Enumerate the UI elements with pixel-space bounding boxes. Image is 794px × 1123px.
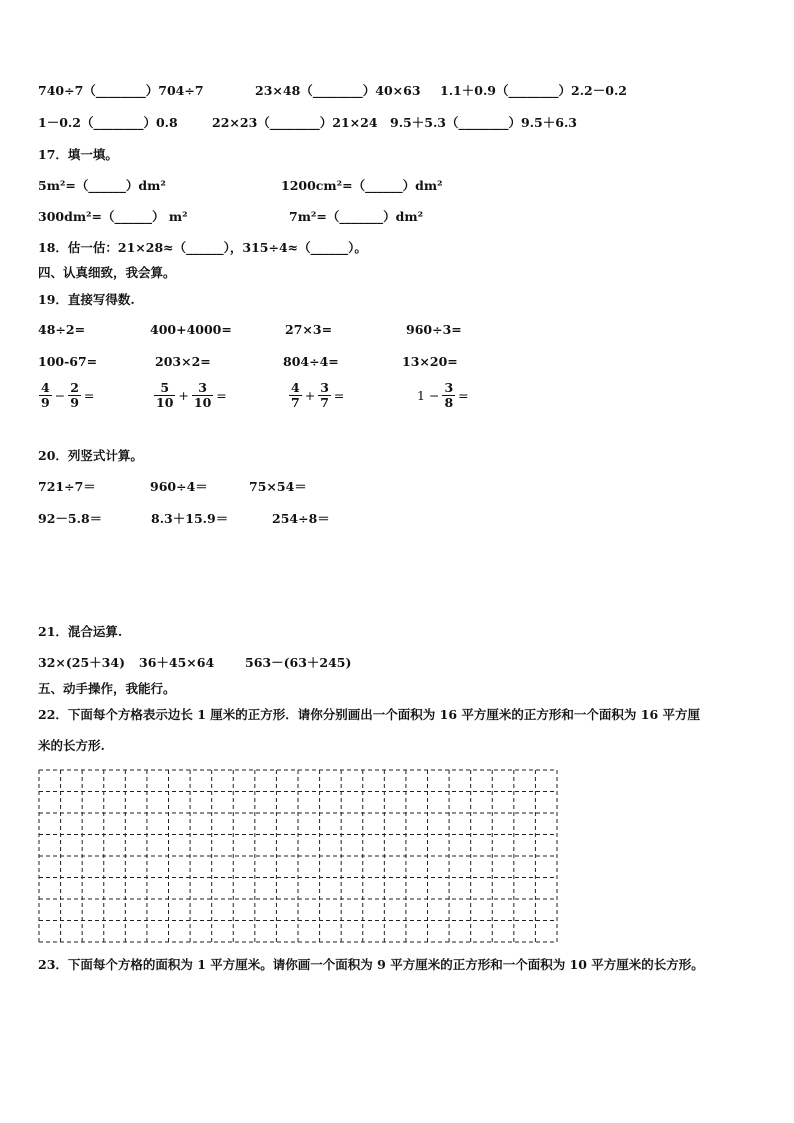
calc-item: 48÷2=	[38, 322, 86, 337]
fraction-expression: 1 − $\frac{3}{8}$ =	[417, 380, 469, 410]
question-title: 19．直接写得数.	[38, 292, 135, 307]
fraction-expression: $\frac{4}{9}$ − $\frac{2}{9}$ =	[41, 380, 95, 410]
fraction-expression: $\frac{4}{7}$ + $\frac{3}{7}$ =	[291, 380, 345, 410]
calc-item: 960÷3=	[406, 322, 462, 337]
compare-item: 740÷7（________）704÷7	[38, 83, 204, 98]
fraction-expression: $\frac{5}{10}$ + $\frac{3}{10}$ =	[156, 380, 227, 410]
calc-item: 100-67=	[38, 354, 98, 369]
question-title: 20．列竖式计算。	[38, 448, 143, 463]
compare-item: 1－0.2（________）0.8	[38, 115, 178, 130]
section-title: 五、动手操作，我能行。	[38, 681, 176, 696]
calc-item: 203×2=	[155, 354, 211, 369]
section-title: 四、认真细致，我会算。	[38, 265, 176, 280]
fill-item: 5m²=（______）dm²	[38, 178, 166, 193]
question-title: 17．填一填。	[38, 147, 118, 162]
compare-item: 1.1＋0.9（________）2.2－0.2	[440, 83, 627, 98]
compare-item: 9.5＋5.3（________）9.5＋6.3	[390, 115, 577, 130]
compare-item: 23×48（________）40×63	[255, 83, 421, 98]
estimate-question: 18．估一估：21×28≈（______），315÷4≈（______）。	[38, 240, 367, 255]
vertical-calc-item: 75×54＝	[249, 479, 307, 494]
vertical-calc-item: 721÷7＝	[38, 479, 96, 494]
fill-item: 1200cm²=（______）dm²	[281, 178, 443, 193]
vertical-calc-item: 92－5.8＝	[38, 511, 103, 526]
vertical-calc-item: 8.3＋15.9＝	[151, 511, 229, 526]
compare-item: 22×23（________）21×24	[212, 115, 378, 130]
question-text: 23．下面每个方格的面积为 1 平方厘米。请你画一个面积为 9 平方厘米的正方形和一个面积为 10 平方厘米的长方形。	[38, 957, 704, 972]
calc-item: 400+4000=	[150, 322, 232, 337]
fill-item: 7m²=（_______）dm²	[289, 209, 424, 224]
question-text: 22．下面每个方格表示边长 1 厘米的正方形．请你分别画出一个面积为 16 平方厘米的正方形和一个面积为 16 平方厘	[38, 707, 700, 722]
mixed-calc-item: 36＋45×64	[139, 655, 215, 670]
mixed-calc-item: 563－(63＋245)	[245, 655, 352, 670]
question-title: 21．混合运算.	[38, 624, 123, 639]
vertical-calc-item: 254÷8＝	[272, 511, 330, 526]
question-text: 米的长方形.	[38, 738, 105, 753]
dashed-square-grid	[38, 769, 558, 943]
vertical-calc-item: 960÷4＝	[150, 479, 208, 494]
calc-item: 13×20=	[402, 354, 458, 369]
calc-item: 27×3=	[285, 322, 333, 337]
fill-item: 300dm²=（______） m²	[38, 209, 188, 224]
mixed-calc-item: 32×(25＋34)	[38, 655, 125, 670]
calc-item: 804÷4=	[283, 354, 339, 369]
